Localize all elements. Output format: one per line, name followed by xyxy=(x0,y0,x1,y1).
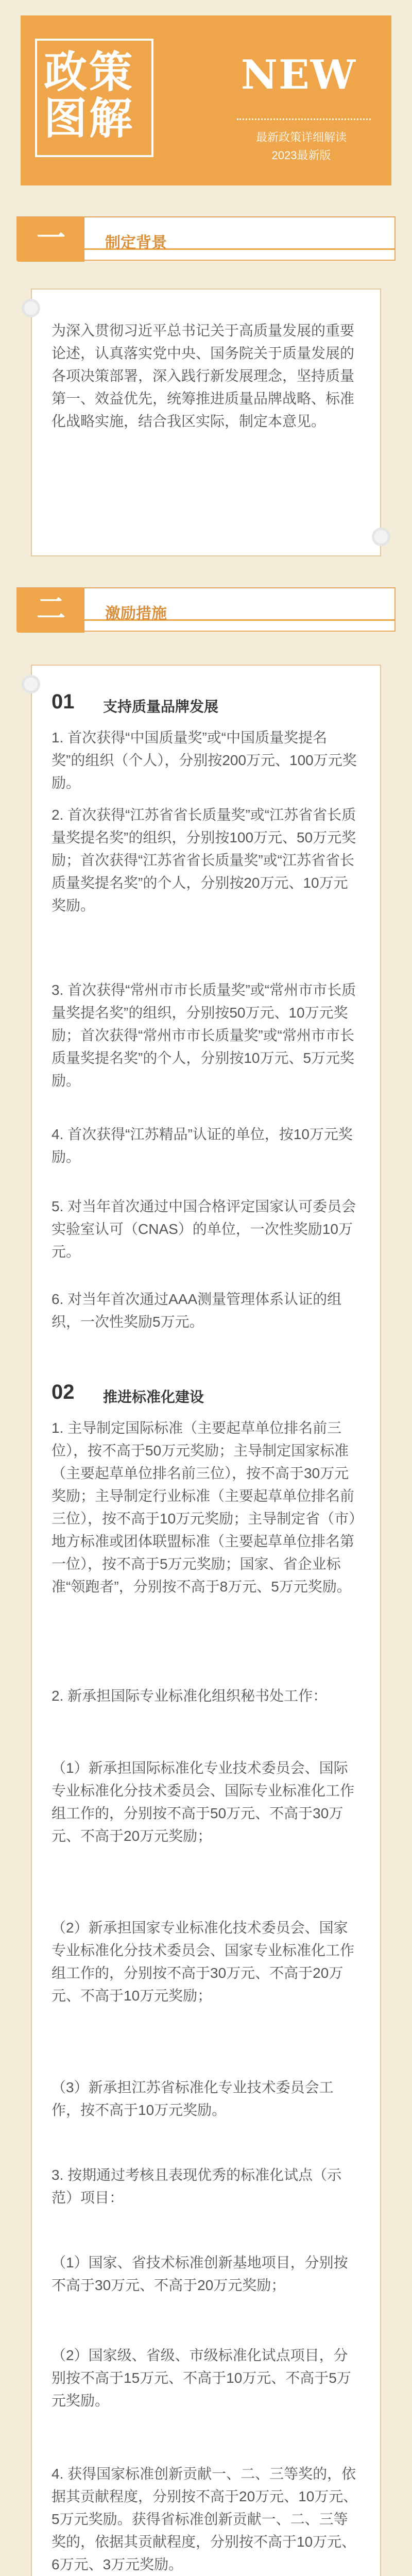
card-corner-dot xyxy=(22,675,40,693)
section-number: 二 xyxy=(18,588,84,633)
part-number: 02 xyxy=(52,1381,75,1403)
logo-text: 政策图解 xyxy=(44,46,135,144)
header-subtitle: 最新政策详细解读 xyxy=(255,131,347,144)
measure-item: （1）国家、省技术标准创新基地项目，分别按不高于30万元、不高于20万元奖励； xyxy=(52,2255,348,2293)
measure-item: 2. 首次获得“江苏省省长质量奖”或“江苏省省长质量奖提名奖”的组织，分别按100万元、50万元奖励；首次获得“江苏省省长质量奖”或“江苏省省长质量奖提名奖”的个人，分别按20万元、10万元奖励。 xyxy=(52,807,356,913)
new-label: NEW xyxy=(241,52,357,98)
measure-item: 4. 获得国家标准创新贡献一、二、三等奖的，依据其贡献程度，分别按不高于20万元、10万元、5万元奖励。获得省标准创新贡献一、二、三等奖的，依据其贡献程度，分别按不高于10万元、6万元、3万元奖励。 xyxy=(52,2466,358,2572)
section-header-background xyxy=(16,216,396,261)
measure-item: （2）国家级、省级、市级标准化试点项目，分别按不高于15万元、不高于10万元、不高于5万元奖励。 xyxy=(52,2347,351,2409)
part-title: 推进标准化建设 xyxy=(103,1389,204,1405)
part-number: 01 xyxy=(52,690,75,713)
measure-item: 3. 首次获得“常州市市长质量奖”或“常州市市长质量奖提名奖”的组织，分别按50万元、10万元奖励；首次获得“常州市市长质量奖”或“常州市市长质量奖提名奖”的个人，分别按10万元、5万元奖励。 xyxy=(52,982,356,1089)
measure-item: 4. 首次获得“江苏精品”认证的单位，按10万元奖励。 xyxy=(52,1126,353,1165)
section-header-measures xyxy=(16,587,396,632)
measure-item: 2. 新承担国际专业标准化组织秘书处工作： xyxy=(52,1688,328,1704)
measure-item: （2）新承担国家专业标准化技术委员会、国家专业标准化分技术委员会、国家专业标准化工作组工作的，分别按不高于30万元、不高于20万元、不高于10万元奖励； xyxy=(52,1920,355,2004)
measure-item: 5. 对当年首次通过中国合格评定国家认可委员会实验室认可（CNAS）的单位，一次性奖励10万元。 xyxy=(52,1198,356,1260)
card-corner-dot xyxy=(22,299,40,317)
measure-item: 1. 主导制定国际标准（主要起草单位排名前三位），按不高于50万元奖励；主导制定国家标准（主要起草单位排名前三位），按不高于30万元奖励；主导制定行业标准（主要起草单位排名前三位），按不高于10万元奖励；主导制定省（市）地方标准或团体联盟标准（主要起草单位排名第一位），按不高于5万元奖励；国家、省企业标准“领跑者”，分别按不高于8万元、5万元奖励。 xyxy=(52,1420,356,1595)
part-title: 支持质量品牌发展 xyxy=(103,699,219,715)
card-corner-dot xyxy=(372,528,390,546)
measure-item: 3. 按期通过考核且表现优秀的标准化试点（示范）项目： xyxy=(52,2167,342,2206)
measure-item: （3）新承担江苏省标准化专业技术委员会工作，按不高于10万元奖励。 xyxy=(52,2079,334,2118)
header-edition: 2023最新版 xyxy=(271,149,331,162)
measure-item: 1. 首次获得“中国质量奖”或“中国质量奖提名奖”的组织（个人），分别按200万元、100万元奖励。 xyxy=(52,730,357,791)
header-divider xyxy=(237,118,371,120)
section-title: 制定背景 xyxy=(105,234,167,251)
background-text: 为深入贯彻习近平总书记关于高质量发展的重要论述，认真落实党中央、国务院关于质量发展的各项决策部署，深入践行新发展理念，坚持质量第一、效益优先，统筹推进质量品牌战略、标准化战略实施，结合我区实际，制定本意见。 xyxy=(52,323,355,429)
measure-item: （1）新承担国际标准化专业技术委员会、国际专业标准化分技术委员会、国际专业标准化工作组工作的，分别按不高于50万元、不高于30万元、不高于20万元奖励； xyxy=(52,1760,355,1844)
section-title: 激励措施 xyxy=(105,605,167,622)
measure-item: 6. 对当年首次通过AAA测量管理体系认证的组织，一次性奖励5万元。 xyxy=(52,1291,342,1330)
section-number: 一 xyxy=(18,217,84,262)
